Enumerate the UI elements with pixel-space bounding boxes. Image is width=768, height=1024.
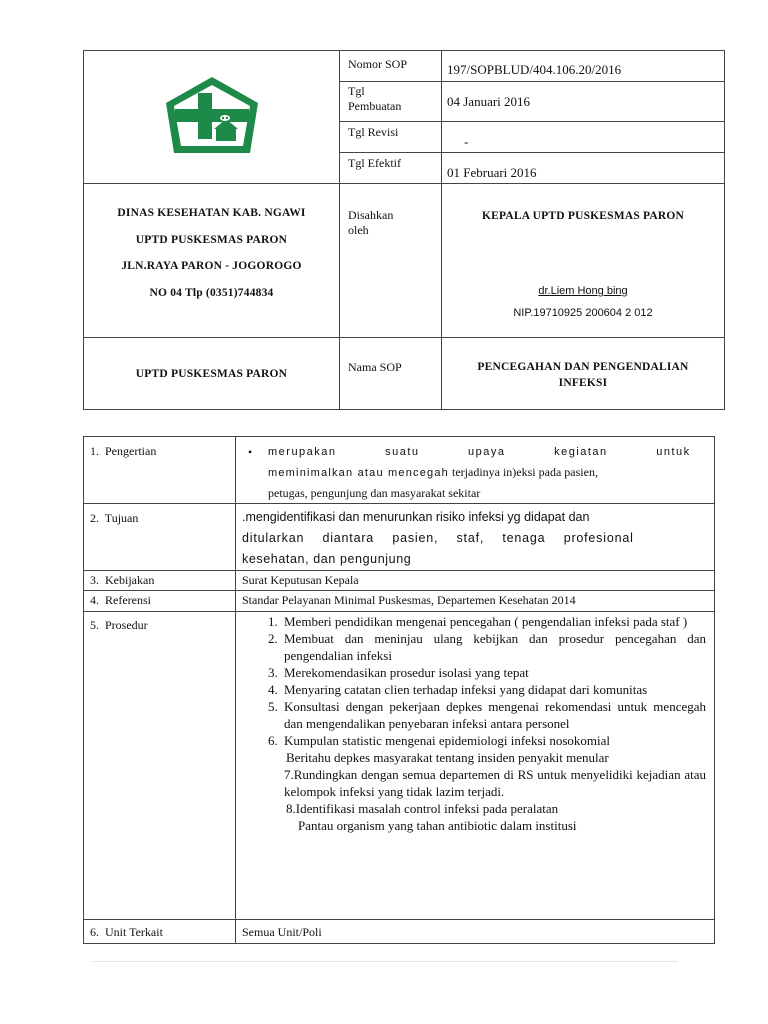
prosedur-step <box>236 630 706 664</box>
step-text: Menyaring catatan clien terhadap infeksi yang didapat dari komunitas <box>284 682 648 697</box>
puskesmas-logo <box>162 75 262 159</box>
label-cell <box>84 591 236 612</box>
bullet: • <box>248 445 253 459</box>
prosedur-step <box>236 681 706 698</box>
prosedur-cont3: 8.Identifikasi masalah control infeksi pada peralatan <box>286 801 559 816</box>
approver-title: KEPALA UPTD PUSKESMAS PARON <box>481 210 685 222</box>
tgl-pembuatan-value: 04 Januari 2016 <box>442 82 725 122</box>
row-number: 6. <box>90 925 99 939</box>
row-kebijakan <box>84 571 715 591</box>
approver-name: dr.Liem Hong bing <box>538 285 628 297</box>
row-number: 2. <box>90 511 99 525</box>
agency-line4: NO 04 Tlp (0351)744834 <box>149 286 274 299</box>
prosedur-step <box>236 698 706 732</box>
prosedur-cont4: Pantau organism yang tahan antibiotic dalam institusi <box>298 818 577 833</box>
row-prosedur <box>84 612 715 920</box>
unit-terkait-value: Semua Unit/Poli <box>236 920 715 944</box>
sop-header-table <box>83 50 725 410</box>
disahkan-label-1: Disahkan <box>348 208 394 222</box>
nama-sop-value-1: PENCEGAHAN DAN PENGENDALIAN <box>477 360 689 373</box>
prosedur-cont1: Beritahu depkes masyarakat tentang insiden penyakit menular <box>286 750 609 765</box>
agency-cell <box>84 184 340 338</box>
prosedur-content <box>236 612 715 920</box>
logo-cell <box>84 51 340 184</box>
agency-line1: DINAS KESEHATAN KAB. NGAWI <box>117 207 306 219</box>
step-number: 1. <box>268 614 278 629</box>
disahkan-label <box>340 184 442 338</box>
nama-sop-label: Nama SOP <box>340 338 442 410</box>
agency-line2: UPTD PUSKESMAS PARON <box>135 233 288 246</box>
agency-line3: JLN.RAYA PARON - JOGOROGO <box>121 260 302 272</box>
pengertian-line1: merupakan suatu upaya kegiatan untuk <box>268 446 691 458</box>
prosedur-step <box>236 732 706 749</box>
referensi-value: Standar Pelayanan Minimal Puskesmas, Departemen Kesehatan 2014 <box>236 591 715 612</box>
step-text: Memberi pendidikan mengenai pencegahan ( pengendalian infeksi pada staf ) <box>284 614 688 629</box>
step-number: 3. <box>268 665 278 680</box>
pengertian-line2b: terjadinya in)eksi pada pasien, <box>452 465 598 479</box>
row-number: 4. <box>90 593 99 607</box>
step-text: Membuat dan meninjau ulang kebijkan dan prosedur pencegahan dan pengendalian infeksi <box>284 631 706 663</box>
row-number: 1. <box>90 444 99 458</box>
tujuan-line3: kesehatan, dan pengunjung <box>242 552 412 566</box>
row-label: Unit Terkait <box>105 925 163 939</box>
approver-nip: NIP.19710925 200604 2 012 <box>513 307 653 319</box>
label-cell <box>84 437 236 504</box>
label-cell <box>84 612 236 920</box>
row-pengertian <box>84 437 715 504</box>
step-text: Merekomendasikan prosedur isolasi yang tepat <box>284 665 529 680</box>
tujuan-line2: ditularkan diantara pasien, staf, tenaga profesional <box>242 531 634 545</box>
nomor-sop-label: Nomor SOP <box>340 51 442 82</box>
step-number: 4. <box>268 682 278 697</box>
tujuan-content <box>236 504 715 571</box>
prosedur-list <box>236 613 706 749</box>
prosedur-step <box>236 664 706 681</box>
pengertian-line2a: meminimalkan atau mencegah <box>268 467 449 479</box>
label-cell <box>84 571 236 591</box>
row-label: Kebijakan <box>105 573 155 587</box>
tgl-pembuatan-label-2: Pembuatan <box>348 99 402 113</box>
sop-body-table <box>83 436 715 944</box>
tgl-efektif-value: 01 Februari 2016 <box>442 153 725 184</box>
tgl-revisi-label: Tgl Revisi <box>340 122 442 153</box>
row-unit-terkait <box>84 920 715 944</box>
tgl-pembuatan-label <box>340 82 442 122</box>
pengertian-content <box>236 437 715 504</box>
prosedur-step <box>236 613 706 630</box>
label-cell <box>84 504 236 571</box>
nama-sop-value <box>442 338 725 410</box>
disahkan-label-2: oleh <box>348 223 369 237</box>
row-label: Referensi <box>105 593 151 607</box>
prosedur-cont2: 7.Rundingkan dengan semua departemen di RS untuk menyelidiki kejadian atau kelompok infeksi yang tidak lazim terjadi. <box>284 767 706 799</box>
tujuan-line1: .mengidentifikasi dan menurunkan risiko infeksi yg didapat dan <box>242 510 590 524</box>
tgl-pembuatan-label-1: Tgl <box>348 84 365 98</box>
row-number: 5. <box>90 618 99 632</box>
page-divider <box>92 961 678 962</box>
row-label: Tujuan <box>104 511 139 525</box>
step-number: 6. <box>268 733 278 748</box>
row-label: Pengertian <box>105 444 157 458</box>
pengertian-line3: petugas, pengunjung dan masyarakat sekitar <box>268 486 481 500</box>
step-number: 5. <box>268 699 278 714</box>
row-referensi <box>84 591 715 612</box>
row-label: Prosedur <box>105 618 148 632</box>
label-cell <box>84 920 236 944</box>
kebijakan-value: Surat Keputusan Kepala <box>236 571 715 591</box>
tgl-efektif-label: Tgl Efektif <box>340 153 442 184</box>
nomor-sop-value: 197/SOPBLUD/404.106.20/2016 <box>442 51 725 82</box>
step-text: Konsultasi dengan pekerjaan depkes mengenai rekomendasi untuk mencegah dan mengendalikan penyebaran infeksi antara personel <box>284 699 706 731</box>
step-number: 2. <box>268 631 278 646</box>
tgl-revisi-value: - <box>442 122 725 153</box>
row-number: 3. <box>90 573 99 587</box>
step-text: Kumpulan statistic mengenai epidemiologi infeksi nosokomial <box>284 733 611 748</box>
row-tujuan <box>84 504 715 571</box>
nama-sop-value-2: INFEKSI <box>558 376 608 389</box>
approver-cell <box>442 184 725 338</box>
unit-name: UPTD PUSKESMAS PARON <box>84 338 340 410</box>
